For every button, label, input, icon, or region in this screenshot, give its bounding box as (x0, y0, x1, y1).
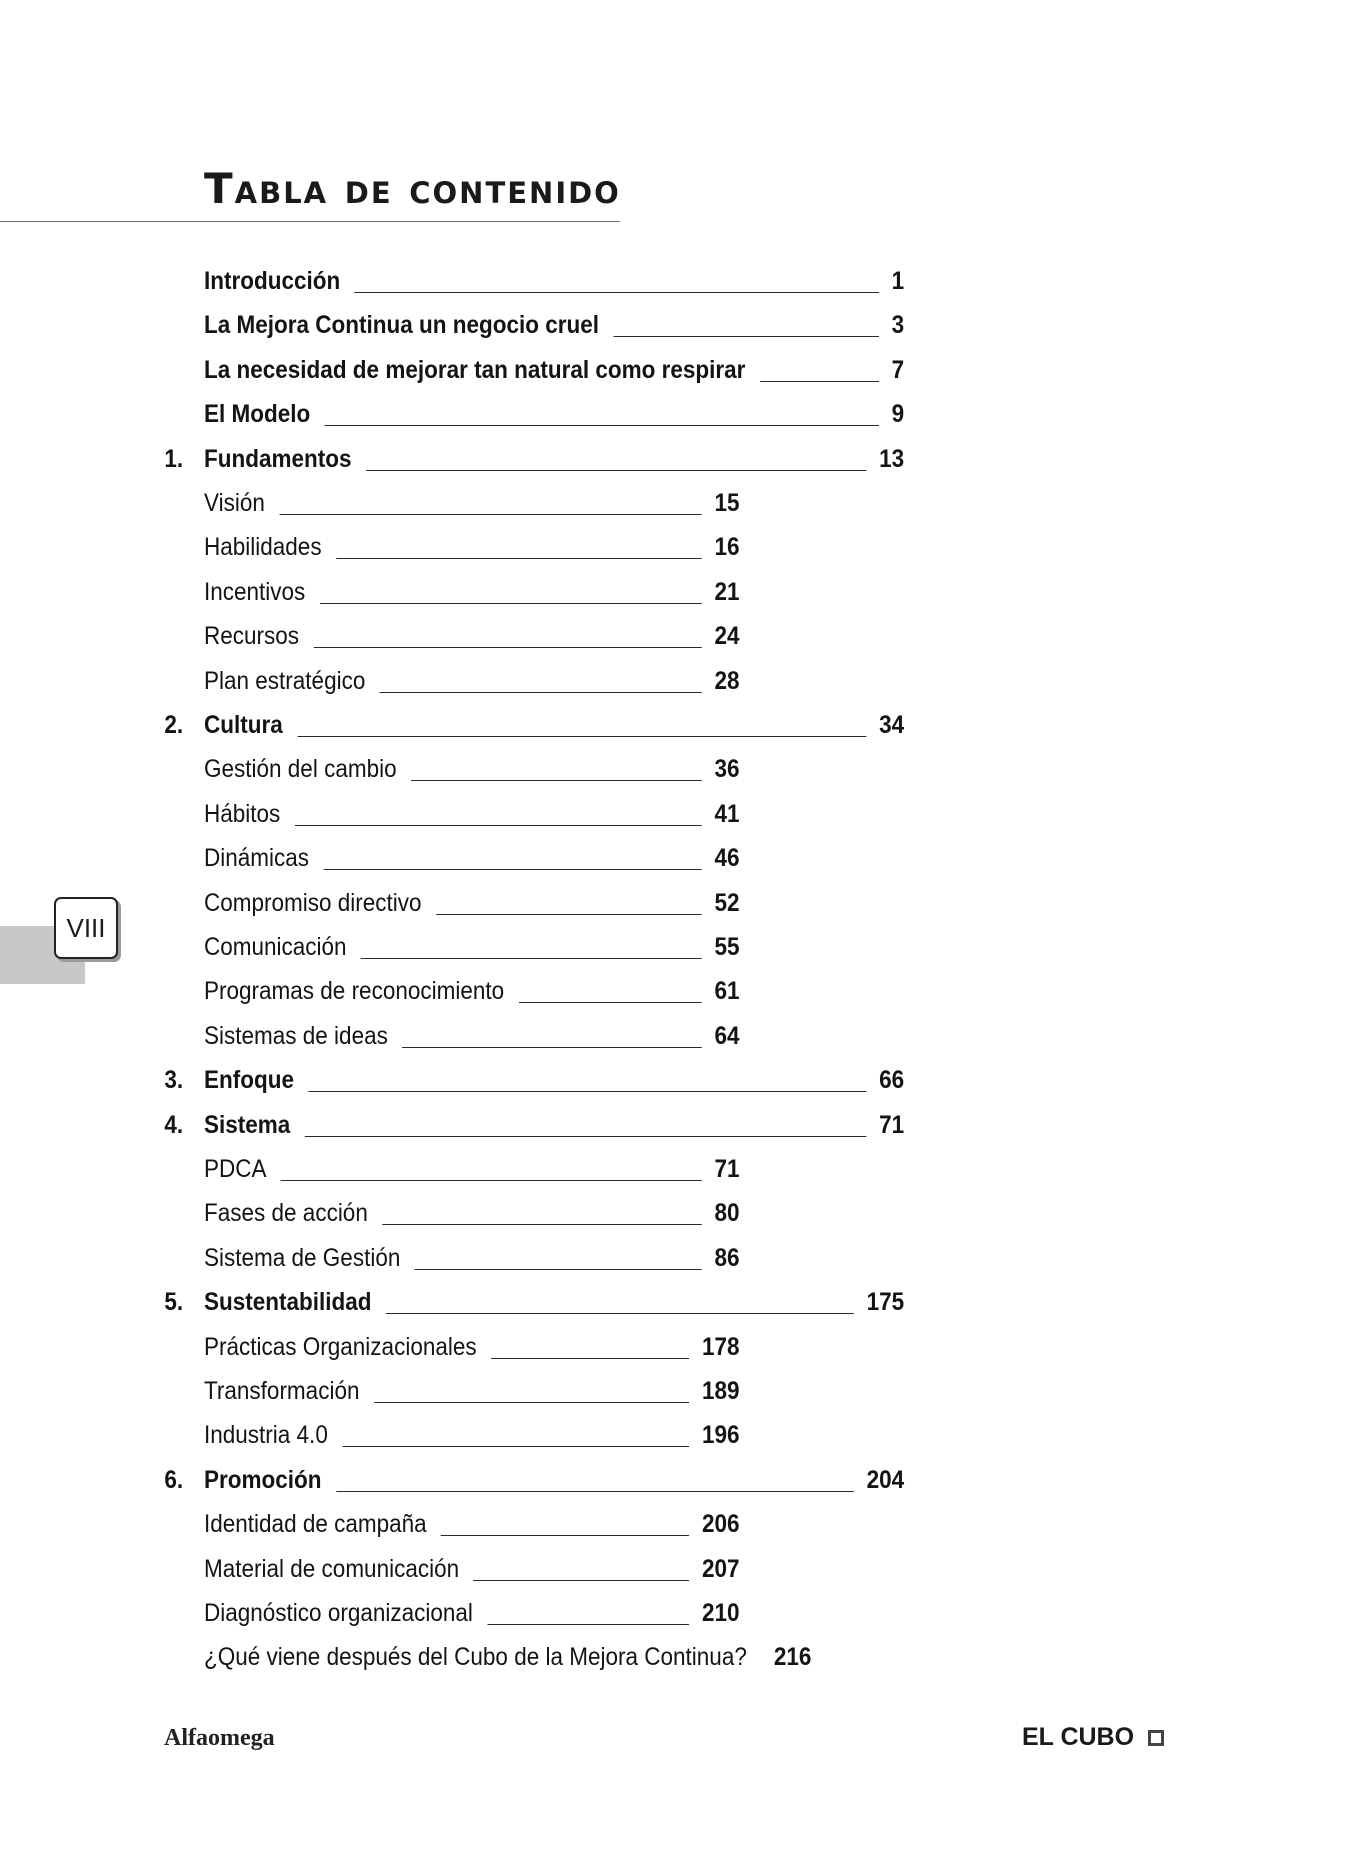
toc-chapter-number: 1. (164, 444, 184, 473)
toc-entry-label: Industria 4.0 (204, 1421, 328, 1450)
toc-intro-entry (204, 258, 904, 302)
toc-entry-label: Sistemas de ideas (204, 1021, 388, 1050)
toc-chapter-entry (164, 702, 905, 746)
toc-leader-line (281, 1179, 702, 1181)
square-outline-icon (1148, 1730, 1164, 1746)
toc-leader-line (355, 291, 879, 293)
toc-leader-line (279, 513, 702, 515)
toc-entry-label: Introducción (204, 267, 341, 295)
toc-page-number: 86 (714, 1243, 740, 1272)
toc-leader-line (415, 1268, 702, 1270)
toc-entry-label: La necesidad de mejorar tan natural como respirar (204, 355, 746, 384)
toc-page-number: 64 (714, 1021, 740, 1050)
toc-page-number: 46 (714, 844, 740, 873)
toc-chapter-number: 4. (164, 1110, 184, 1139)
toc-page-number: 16 (714, 533, 740, 562)
toc-entry-label: Diagnóstico organizacional (204, 1599, 473, 1627)
toc-leader-line (313, 646, 701, 648)
toc-leader-line (441, 1534, 689, 1536)
toc-page-number: 9 (891, 400, 905, 429)
toc-leader-line (336, 557, 702, 559)
toc-page-number: 3 (891, 311, 905, 340)
toc-chapter-number: 6. (164, 1465, 184, 1494)
toc-leader-line (474, 1579, 690, 1581)
toc-section-entry (204, 524, 740, 568)
toc-chapter-entry (164, 436, 905, 480)
toc-intro-entry (204, 391, 904, 435)
toc-page-number: 52 (714, 888, 740, 917)
toc-entry-label: Fases de acción (204, 1199, 368, 1228)
toc-page-number: 61 (714, 977, 740, 1006)
toc-page-number: 175 (866, 1288, 905, 1317)
toc-page-number: 15 (714, 489, 740, 517)
toc-page-number: 206 (701, 1510, 740, 1539)
toc-chapter-number: 3. (164, 1066, 184, 1095)
toc-section-entry (204, 880, 740, 924)
toc-page-number: 189 (701, 1377, 740, 1405)
toc-page-number: 196 (701, 1421, 740, 1450)
toc-entry-label: Enfoque (204, 1066, 294, 1095)
toc-page-number: 207 (701, 1554, 740, 1583)
toc-leader-line (325, 424, 879, 426)
toc-leader-line (342, 1445, 689, 1447)
toc-page-number: 24 (714, 622, 740, 651)
toc-chapter-number: 2. (164, 711, 184, 739)
toc-chapter-number: 5. (164, 1288, 184, 1317)
toc-entry-label: Transformación (204, 1377, 360, 1405)
toc-entry-label: Comunicación (204, 933, 347, 961)
toc-page-number: 1 (891, 267, 905, 295)
toc-entry-label: Compromiso directivo (204, 888, 422, 917)
toc-entry-label: Programas de reconocimiento (204, 977, 505, 1006)
toc-leader-line (336, 1490, 854, 1492)
toc-leader-line (411, 779, 702, 781)
footer-publisher: Alfaomega (164, 1725, 275, 1751)
toc-entry-label: Habilidades (204, 533, 322, 562)
toc-entry-label: La Mejora Continua un negocio cruel (204, 311, 600, 340)
toc-leader-line (491, 1357, 689, 1359)
toc-section-entry (204, 613, 740, 657)
toc-entry-label: Promoción (204, 1465, 322, 1494)
toc-intro-entry (204, 302, 904, 346)
toc-leader-line (361, 957, 702, 959)
page-title: Tabla de contenido (204, 164, 621, 213)
toc-page-number: 55 (714, 933, 740, 961)
toc-entry-label: Sustentabilidad (204, 1288, 372, 1317)
toc-section-entry (204, 1501, 740, 1545)
toc-page-number: 36 (714, 755, 740, 784)
toc-page-number: 21 (714, 577, 740, 606)
toc-section-entry (204, 1634, 812, 1678)
toc-section-entry (204, 791, 740, 835)
toc-entry-label: ¿Qué viene después del Cubo de la Mejora Continua? (204, 1643, 747, 1672)
toc-entry-label: Plan estratégico (204, 666, 366, 695)
toc-page-number: 216 (773, 1643, 812, 1672)
toc-section-entry (204, 569, 740, 613)
toc-leader-line (320, 602, 702, 604)
toc-section-entry (204, 1412, 740, 1456)
page-number-badge: VIII (54, 897, 118, 959)
toc-section-entry (204, 968, 740, 1012)
toc-leader-line (366, 469, 867, 471)
toc-entry-label: El Modelo (204, 400, 311, 429)
toc-entry-label: Material de comunicación (204, 1554, 460, 1583)
toc-page-number: 210 (701, 1599, 740, 1627)
footer-book-title (1022, 1723, 1164, 1752)
toc-leader-line (760, 380, 879, 382)
toc-leader-line (519, 1001, 702, 1003)
toc-section-entry (204, 1324, 740, 1368)
toc-chapter-entry (164, 1279, 905, 1323)
toc-section-entry (204, 1146, 740, 1190)
toc-entry-label: Identidad de campaña (204, 1510, 427, 1539)
toc-page-number: 71 (879, 1110, 905, 1139)
toc-section-entry (204, 1013, 740, 1057)
toc-page-number: 28 (714, 666, 740, 695)
toc-leader-line (382, 1223, 702, 1225)
toc-section-entry (204, 658, 740, 702)
toc-chapter-entry (164, 1102, 905, 1146)
toc-entry-label: Visión (204, 489, 265, 517)
toc-entry-label: Gestión del cambio (204, 755, 397, 784)
toc-leader-line (386, 1312, 854, 1314)
toc-leader-line (613, 335, 879, 337)
toc-entry-label: Sistema (204, 1110, 291, 1139)
toc-page-number: 204 (866, 1465, 905, 1494)
toc-leader-line (323, 868, 701, 870)
toc-leader-line (308, 1090, 866, 1092)
toc-page-number: 80 (714, 1199, 740, 1228)
toc-entry-label: Sistema de Gestión (204, 1243, 401, 1272)
toc-section-entry (204, 1368, 740, 1412)
toc-page-number: 71 (714, 1155, 740, 1183)
toc-entry-label: Cultura (204, 711, 283, 739)
toc-section-entry (204, 480, 740, 524)
toc-entry-label: Prácticas Organizacionales (204, 1332, 477, 1361)
toc-leader-line (402, 1046, 702, 1048)
toc-leader-line (374, 1401, 689, 1403)
toc-section-entry (204, 835, 740, 879)
toc-intro-entry (204, 347, 904, 391)
toc-leader-line (380, 691, 702, 693)
toc-section-entry (204, 1546, 740, 1590)
toc-page-number: 66 (879, 1066, 905, 1095)
toc-section-entry (204, 924, 740, 968)
toc-chapter-entry (164, 1457, 905, 1501)
toc-section-entry (204, 746, 740, 790)
toc-leader-line (436, 913, 702, 915)
toc-entry-label: Recursos (204, 622, 300, 651)
toc-section-entry (204, 1590, 740, 1634)
toc-leader-line (487, 1623, 689, 1625)
toc-section-entry (204, 1190, 740, 1234)
toc-leader-line (295, 824, 702, 826)
toc-entry-label: PDCA (204, 1155, 267, 1183)
toc-leader-line (297, 735, 866, 737)
toc-leader-line (305, 1135, 867, 1137)
toc-page-number: 7 (891, 355, 905, 384)
toc-entry-label: Fundamentos (204, 444, 352, 473)
toc-section-entry (204, 1235, 740, 1279)
toc-page-number: 34 (879, 711, 905, 739)
footer-book-title-text: EL CUBO (1022, 1723, 1135, 1751)
toc-entry-label: Incentivos (204, 577, 306, 606)
toc-page-number: 178 (701, 1332, 740, 1361)
toc-page-number: 41 (714, 799, 740, 828)
toc-page-number: 13 (879, 444, 905, 473)
toc-chapter-entry (164, 1057, 905, 1101)
toc-entry-label: Hábitos (204, 799, 281, 828)
toc-entry-label: Dinámicas (204, 844, 310, 873)
